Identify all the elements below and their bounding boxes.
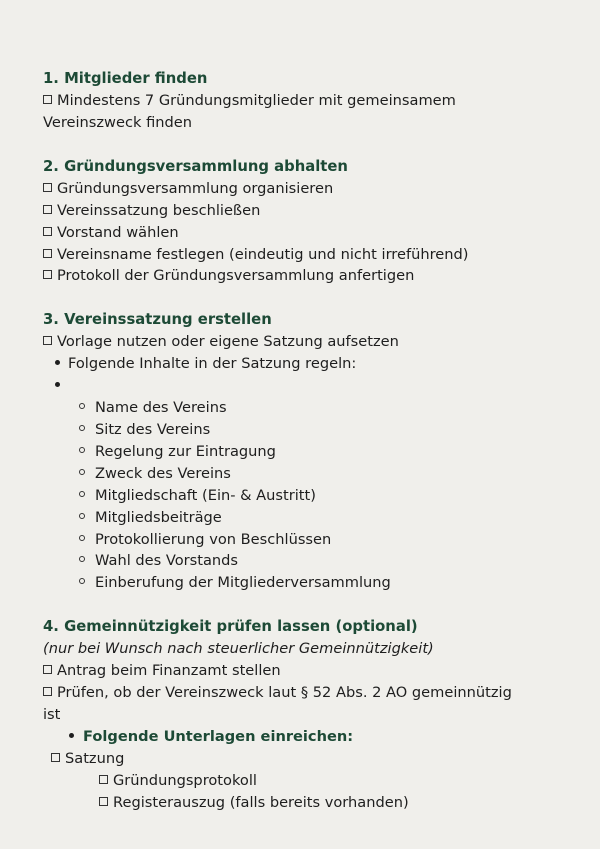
section-3-heading: 3. Vereinssatzung erstellen xyxy=(43,311,272,329)
circle-bullet-icon xyxy=(79,469,85,475)
circle-bullet-icon xyxy=(79,425,85,431)
section-4-doc-2-text: Gründungsprotokoll xyxy=(113,771,257,789)
section-3-subitem-text: Name des Vereins xyxy=(95,399,227,417)
checkbox-icon[interactable] xyxy=(43,95,52,104)
section-3-subitem-text: Regelung zur Eintragung xyxy=(95,442,276,460)
section-4-item-1[interactable] xyxy=(43,660,563,682)
section-3-subitem xyxy=(43,463,563,485)
section-3-bullet-2 xyxy=(43,375,563,397)
bullet-icon xyxy=(55,360,60,365)
section-3-subitem xyxy=(43,550,563,572)
section-2-item-text: Vereinsname festlegen (eindeutig und nicht irreführend) xyxy=(57,245,469,263)
section-4-doc-3-text: Registerauszug (falls bereits vorhanden) xyxy=(113,793,409,811)
checkbox-icon[interactable] xyxy=(43,687,52,696)
section-3-subitem-text: Sitz des Vereins xyxy=(95,420,211,438)
circle-bullet-icon xyxy=(79,447,85,453)
section-3-subitem-text: Mitgliedschaft (Ein- & Austritt) xyxy=(95,486,316,504)
bullet-icon xyxy=(55,382,60,387)
checklist-content xyxy=(43,68,563,813)
section-4-item-1-text: Antrag beim Finanzamt stellen xyxy=(57,662,281,680)
section-3-subitem xyxy=(43,572,563,594)
circle-bullet-icon xyxy=(79,556,85,562)
section-3-subitem xyxy=(43,441,563,463)
section-4-doc-1[interactable] xyxy=(43,748,563,770)
section-3-subitem xyxy=(43,507,563,529)
circle-bullet-icon xyxy=(79,578,85,584)
section-2-item-text: Gründungsversammlung organisieren xyxy=(57,179,334,197)
section-3-subitem-text: Mitgliedsbeiträge xyxy=(95,508,222,526)
section-2-item[interactable] xyxy=(43,178,563,200)
checkbox-icon[interactable] xyxy=(43,183,52,192)
bullet-icon xyxy=(69,733,74,738)
checkbox-icon[interactable] xyxy=(43,336,52,345)
section-2-item[interactable] xyxy=(43,200,563,222)
section-4-bullet xyxy=(43,726,563,748)
circle-bullet-icon xyxy=(79,535,85,541)
checkbox-icon[interactable] xyxy=(43,270,52,279)
circle-bullet-icon xyxy=(79,403,85,409)
section-3-bullet-1 xyxy=(43,353,563,375)
section-1-item-1-text: Mindestens 7 Gründungsmitglieder mit gemeinsamem xyxy=(57,92,456,109)
section-3-subitem-text: Zweck des Vereins xyxy=(95,464,231,482)
section-2-heading: 2. Gründungsversammlung abhalten xyxy=(43,157,348,175)
section-2-item-text: Protokoll der Gründungsversammlung anfertigen xyxy=(57,267,415,285)
checkbox-icon[interactable] xyxy=(43,249,52,258)
section-2-item-text: Vereinssatzung beschließen xyxy=(57,201,261,219)
section-3-subitem xyxy=(43,397,563,419)
section-3-subitem-text: Einberufung der Mitgliederversammlung xyxy=(95,574,391,592)
section-4-note: (nur bei Wunsch nach steuerlicher Gemeinnützigkeit) xyxy=(43,640,434,658)
section-3-subitem-text: Protokollierung von Beschlüssen xyxy=(95,530,332,548)
checkbox-icon[interactable] xyxy=(51,753,60,762)
section-3-subitem xyxy=(43,529,563,551)
section-3-subitem xyxy=(43,419,563,441)
section-4-item-2-text: Prüfen, ob der Vereinszweck laut § 52 Abs. 2 AO gemeinnützig xyxy=(57,684,512,702)
section-1-heading: 1. Mitglieder finden xyxy=(43,70,208,87)
checkbox-icon[interactable] xyxy=(43,665,52,674)
section-3-subitem-text: Wahl des Vorstands xyxy=(95,552,239,570)
checkbox-icon[interactable] xyxy=(43,205,52,214)
section-2-item-text: Vorstand wählen xyxy=(57,223,179,241)
section-4-item-2-cont: ist xyxy=(43,705,61,723)
section-4-item-2[interactable] xyxy=(43,682,563,704)
section-2-item[interactable] xyxy=(43,265,563,287)
section-3-item-1-text: Vorlage nutzen oder eigene Satzung aufsetzen xyxy=(57,333,399,351)
section-2-item[interactable] xyxy=(43,222,563,244)
section-4-heading: 4. Gemeinnützigkeit prüfen lassen (optional) xyxy=(43,618,418,636)
section-3-bullet-1-text: Folgende Inhalte in der Satzung regeln: xyxy=(68,355,357,373)
section-4-doc-1-text: Satzung xyxy=(65,749,125,767)
circle-bullet-icon xyxy=(79,491,85,497)
section-4-doc-2[interactable] xyxy=(43,770,563,792)
section-2-item[interactable] xyxy=(43,244,563,266)
section-1-item-1[interactable] xyxy=(43,90,563,112)
section-4-doc-3[interactable] xyxy=(43,792,563,814)
circle-bullet-icon xyxy=(79,513,85,519)
section-3-item-1[interactable] xyxy=(43,331,563,353)
checkbox-icon[interactable] xyxy=(99,797,108,806)
checkbox-icon[interactable] xyxy=(43,227,52,236)
section-3-subitem xyxy=(43,485,563,507)
checkbox-icon[interactable] xyxy=(99,775,108,784)
section-1-item-1-cont: Vereinszweck finden xyxy=(43,113,193,131)
section-4-bullet-text: Folgende Unterlagen einreichen: xyxy=(83,727,354,745)
